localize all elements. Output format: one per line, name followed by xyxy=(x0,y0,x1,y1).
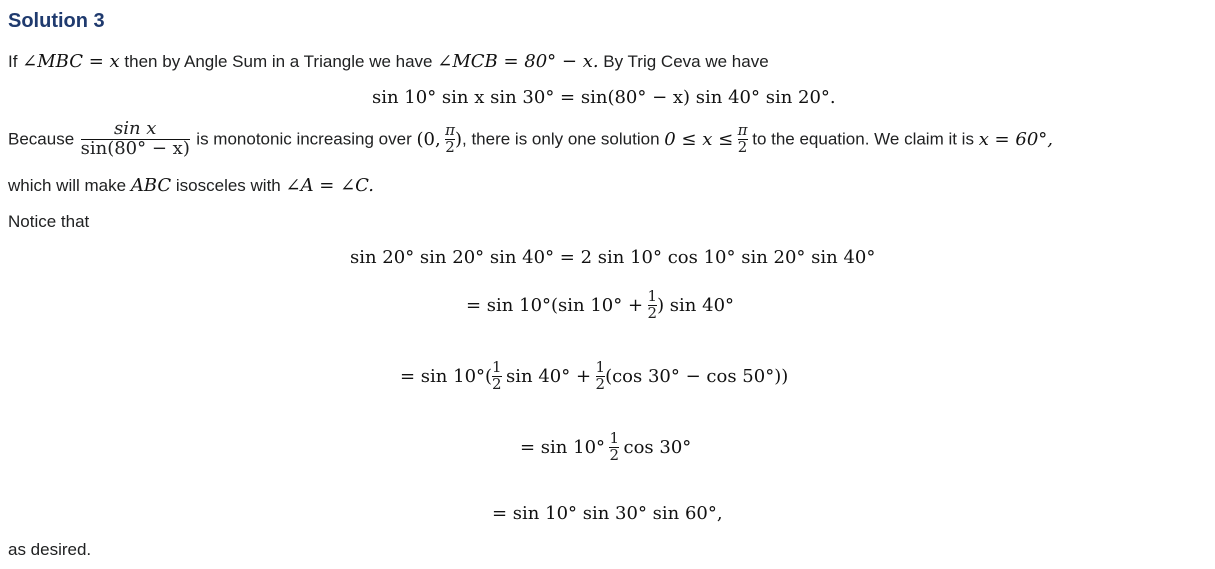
text: to the equation. We claim it is xyxy=(747,129,979,149)
text: is monotonic increasing over xyxy=(196,129,417,149)
derivation-line-2 xyxy=(466,289,734,322)
derivation-line-3 xyxy=(400,360,788,393)
math-interval-open: (0, xyxy=(416,128,441,150)
fraction-denominator: 2 xyxy=(445,137,455,156)
derivation-text: = sin 10°(sin 10° + xyxy=(466,294,644,316)
fraction-one-half xyxy=(596,360,606,393)
math-angle-equality: ∠A = ∠C. xyxy=(285,175,375,196)
fraction-denominator: 2 xyxy=(737,137,748,156)
fraction-denominator: sin(80° − x) xyxy=(80,137,190,159)
fraction-one-half xyxy=(609,431,619,464)
derivation-text: = sin 10° xyxy=(520,436,606,458)
fraction-numerator: π xyxy=(737,121,748,140)
fraction-pi-over-2 xyxy=(738,123,748,156)
derivation-text: (cos 30° − cos 50°)) xyxy=(605,365,789,387)
closing-text: as desired. xyxy=(8,540,92,559)
math-angle-mcb: ∠MCB = 80° − x. xyxy=(437,51,599,72)
fraction-numerator: 1 xyxy=(609,429,620,447)
derivation-text: sin 40° + xyxy=(506,365,592,387)
derivation-line-5: = sin 10° sin 30° sin 60°, xyxy=(492,503,723,524)
math-interval-close: ) xyxy=(454,128,463,150)
math-claim: x = 60°, xyxy=(978,128,1053,150)
fraction-one-half xyxy=(648,289,658,322)
fraction-denominator: 2 xyxy=(647,303,658,322)
fraction-denominator: 2 xyxy=(595,374,606,393)
fraction-pi-over-2 xyxy=(445,123,455,156)
text: If xyxy=(8,52,23,71)
fraction-numerator: 1 xyxy=(595,358,606,376)
trig-ceva-equation: sin 10° sin x sin 30° = sin(80° − x) sin 40° sin 20°. xyxy=(372,87,836,108)
math-angle-mbc: ∠MBC = x xyxy=(22,51,120,72)
derivation-line-1: sin 20° sin 20° sin 40° = 2 sin 10° cos 10° sin 20° sin 40° xyxy=(350,247,876,268)
fraction-denominator: 2 xyxy=(609,445,620,464)
text: , there is only one solution xyxy=(462,129,665,149)
paragraph-monotonic xyxy=(8,120,1053,159)
notice-text: Notice that xyxy=(8,212,90,231)
section-heading: Solution 3 xyxy=(8,10,105,32)
paragraph-isosceles xyxy=(8,175,374,196)
text: which will make xyxy=(8,176,131,195)
fraction-denominator: 2 xyxy=(492,374,502,393)
derivation-line-4 xyxy=(520,431,691,464)
text: Because xyxy=(8,129,75,149)
text: By Trig Ceva we have xyxy=(598,52,769,71)
fraction-sinx-over-sin80 xyxy=(81,120,190,159)
derivation-text: cos 30° xyxy=(623,436,692,458)
paragraph-intro xyxy=(8,51,769,72)
fraction-numerator: π xyxy=(445,121,455,140)
fraction-numerator: 1 xyxy=(492,358,502,376)
text: then by Angle Sum in a Triangle we have xyxy=(119,52,438,71)
math-inequality: 0 ≤ x ≤ xyxy=(664,128,734,150)
derivation-text: ) sin 40° xyxy=(657,294,735,316)
math-triangle-abc: ABC xyxy=(130,175,172,196)
fraction-numerator: sin x xyxy=(114,118,157,139)
derivation-text: = sin 10°( xyxy=(400,365,493,387)
fraction-one-half xyxy=(492,360,502,393)
text: isosceles with xyxy=(171,176,286,195)
fraction-numerator: 1 xyxy=(647,287,658,305)
